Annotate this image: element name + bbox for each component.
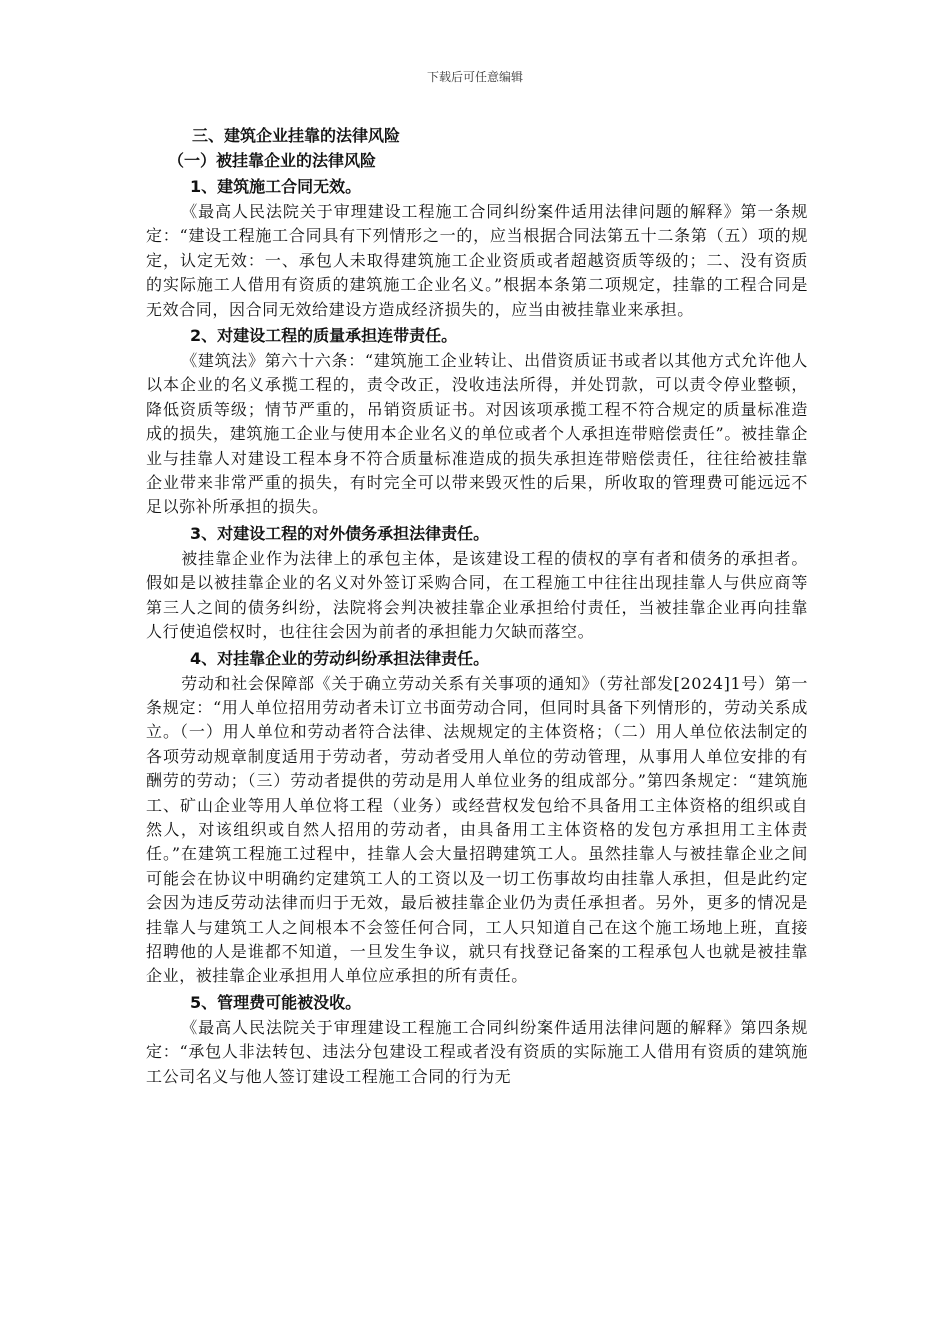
item-paragraph-2: 《建筑法》第六十六条：“建筑施工企业转让、出借资质证书或者以其他方式允许他人以本企业的名义承揽工程的，责令改正，没收违法所得，并处罚款，可以责令停业整顿，降低资质等级；情节严重的，吊销资质证书。对因该项承揽工程不符合规定的质量标准造成的损失，建筑施工企业与使用本企业名义的单位或者个人承担连带赔偿责任”。被挂靠企业与挂靠人对建设工程本身不符合质量标准造成的损失承担连带赔偿责任，往往给被挂靠企业带来非常严重的损失，有时完全可以带来毁灭性的后果，所收取的管理费可能远远不足以弥补所承担的损失。: [146, 351, 808, 517]
item-heading-5: 5、管理费可能被没收。: [190, 992, 362, 1012]
item-paragraph-3: 被挂靠企业作为法律上的承包主体，是该建设工程的债权的享有者和债务的承担者。假如是以被挂靠企业的名义对外签订采购合同，在工程施工中往往出现挂靠人与供应商等第三人之间的债务纠纷，法院将会判决被挂靠企业承担给付责任，当被挂靠企业再向挂靠人行使追偿权时，也往往会因为前者的承担能力欠缺而落空。: [146, 548, 808, 642]
document-body: [146, 124, 808, 1089]
item-heading-3: 3、对建设工程的对外债务承担法律责任。: [190, 523, 490, 543]
section-title: 三、建筑企业挂靠的法律风险: [192, 126, 401, 145]
item-paragraph-5: 《最高人民法院关于审理建设工程施工合同纠纷案件适用法律问题的解释》第四条规定：“承包人非法转包、违法分包建设工程或者没有资质的实际施工人借用有资质的建筑施工公司名义与他人签订建设工程施工合同的行为无: [146, 1017, 808, 1086]
item-heading-2: 2、对建设工程的质量承担连带责任。: [190, 326, 458, 346]
item-paragraph-4: 劳动和社会保障部《关于确立劳动关系有关事项的通知》（劳社部发[2024]1号）第一条规定：“用人单位招用劳动者未订立书面劳动合同，但同时具备下列情形的，劳动关系成立。（一）用人单位和劳动者符合法律、法规规定的主体资格；（二）用人单位依法制定的各项劳动规章制度适用于劳动者，劳动者受用人单位的劳动管理，从事用人单位安排的有酬劳的劳动；（三）劳动者提供的劳动是用人单位业务的组成部分。”第四条规定：“建筑施工、矿山企业等用人单位将工程（业务）或经营权发包给不具备用工主体资格的组织或自然人，对该组织或自然人招用的劳动者，由具备用工主体资格的发包方承担用工主体责任。”在建筑工程施工过程中，挂靠人会大量招聘建筑工人。虽然挂靠人与被挂靠企业之间可能会在协议中明确约定建筑工人的工资以及一切工伤事故均由挂靠人承担，但是此约定会因为违反劳动法律而归于无效，最后被挂靠企业仍为责任承担者。另外，更多的情况是挂靠人与建筑工人之间根本不会签任何合同，工人只知道自己在这个施工场地上班，直接招聘他的人是谁都不知道，一旦发生争议，就只有找登记备案的工程承包人也就是被挂靠企业，被挂靠企业承担用人单位应承担的所有责任。: [146, 673, 808, 986]
item-heading-1: 1、建筑施工合同无效。: [190, 177, 362, 196]
item-paragraph-1: 《最高人民法院关于审理建设工程施工合同纠纷案件适用法律问题的解释》第一条规定：“建设工程施工合同具有下列情形之一的，应当根据合同法第五十二条第（五）项的规定，认定无效：一、承包人未取得建筑施工企业资质或者超越资质等级的；二、没有资质的实际施工人借用有资质的建筑施工企业名义。”根据本条第二项规定，挂靠的工程合同是无效合同，因合同无效给建设方造成经济损失的，应当由被挂靠业来承担。: [146, 202, 808, 319]
item-heading-4: 4、对挂靠企业的劳动纠纷承担法律责任。: [190, 648, 490, 668]
subsection-title: （一）被挂靠企业的法律风险: [168, 151, 377, 170]
page-header: 下载后可任意编辑: [426, 70, 523, 84]
